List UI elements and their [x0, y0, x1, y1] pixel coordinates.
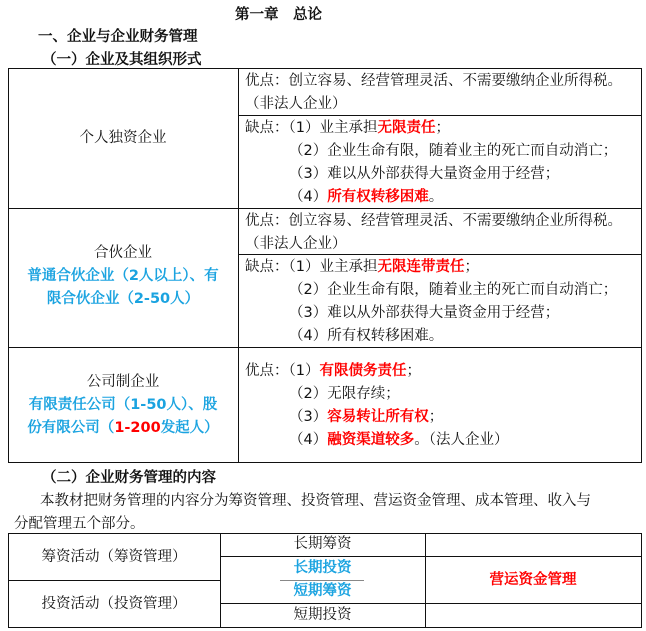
- working-capital-management: 营运资金管理: [489, 572, 577, 588]
- con-item: （3）难以从外部获得大量资金用于经营；: [289, 305, 560, 321]
- pro-punct: 。（法人企业）: [414, 432, 509, 448]
- subsection-heading: （一）企业及其组织形式: [42, 52, 202, 68]
- con-item: （4）所有权转移困难。: [289, 328, 444, 344]
- corporation-label: 公司制企业: [86, 374, 160, 390]
- con-punct: ；: [435, 120, 450, 136]
- pro-highlight: 有限债务责任: [319, 363, 407, 379]
- pro-punct: ；: [406, 363, 421, 379]
- pro-item: （4）: [289, 432, 328, 448]
- con-highlight: 无限连带责任: [377, 259, 465, 275]
- pro-punct: ；: [428, 409, 444, 425]
- investing-activity: 投资活动（投资管理）: [41, 596, 187, 612]
- con-highlight: 无限责任: [377, 120, 436, 136]
- con-punct: ；: [464, 259, 479, 275]
- partner-cons: [245, 256, 617, 348]
- short-term-investment: 短期投资: [293, 607, 352, 623]
- pros-label: 优点：: [245, 363, 289, 379]
- con-item: （4）: [289, 189, 328, 205]
- con-item: （2）企业生命有限，随着业主的死亡而自动消亡；: [289, 282, 618, 298]
- pro-highlight: 融资渠道较多: [327, 432, 415, 448]
- pro-item: （1）: [288, 363, 320, 379]
- con-item: （1）业主承担: [288, 120, 378, 136]
- partner-pros: 优点：创立容易、经营管理灵活、不需要缴纳企业所得税。: [245, 213, 622, 229]
- con-punct: 。: [428, 189, 444, 205]
- partnership-label: 合伙企业: [94, 245, 152, 261]
- founder-count: 1-200: [114, 420, 161, 436]
- corporation-types-end: 发起人）: [160, 420, 219, 436]
- sole-cons: [245, 117, 617, 209]
- page-title: 第一章 总论: [235, 7, 322, 23]
- paragraph-line-2: 分配管理五个部分。: [14, 516, 145, 532]
- sole-pros-note: （非法人企业）: [245, 96, 347, 112]
- partnership-types: 普通合伙企业（2人以上）、有: [27, 268, 219, 284]
- partnership-types-cont: 限合伙企业（2-50人）: [46, 291, 200, 307]
- long-term-financing: 长期筹资: [293, 536, 352, 552]
- section-heading: 一、企业与企业财务管理: [38, 29, 198, 45]
- con-item: （1）业主承担: [288, 259, 378, 275]
- subsection-heading-2: （二）企业财务管理的内容: [42, 470, 216, 486]
- pro-item: （2）无限存续；: [289, 386, 400, 402]
- pro-highlight: 容易转让所有权: [327, 409, 429, 425]
- con-item: （2）企业生命有限，随着业主的死亡而自动消亡；: [289, 143, 618, 159]
- sole-pros: 优点：创立容易、经营管理灵活、不需要缴纳企业所得税。: [245, 73, 622, 89]
- con-item: （3）难以从外部获得大量资金用于经营；: [289, 166, 560, 182]
- cons-label: 缺点：: [245, 120, 289, 136]
- corp-pros: [245, 360, 508, 452]
- corporation-types: 有限责任公司（1-50人）、股: [28, 397, 218, 413]
- paragraph-line-1: 本教材把财务管理的内容分为筹资管理、投资管理、营运资金管理、成本管理、收入与: [40, 493, 591, 509]
- pro-item: （3）: [289, 409, 328, 425]
- cons-label: 缺点：: [245, 259, 289, 275]
- financing-activity: 筹资活动（筹资管理）: [41, 549, 187, 565]
- long-term-investment: 长期投资: [293, 560, 352, 576]
- corporation-types-cont: 份有限公司（: [27, 420, 115, 436]
- con-highlight: 所有权转移困难: [327, 189, 429, 205]
- short-term-financing: 短期筹资: [293, 583, 352, 599]
- sole-proprietorship-label: 个人独资企业: [79, 130, 167, 146]
- partner-pros-note: （非法人企业）: [245, 236, 347, 252]
